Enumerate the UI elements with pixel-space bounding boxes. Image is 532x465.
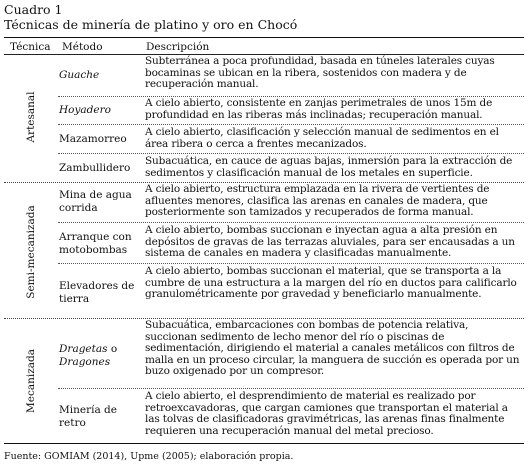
method-mazamorreo: Mazamorreo <box>59 133 127 145</box>
method-connector: o <box>107 343 118 355</box>
description-hoyadero: A cielo abierto, consistente en zanjas perimetrales de unos 15m de profundidad en las riberas más inclinadas; recuperación manual. <box>145 97 493 121</box>
method-dragetas: Dragetas <box>59 343 108 355</box>
group-label-mecanizada: Mecanizada <box>25 349 37 413</box>
method-guache: Guache <box>59 69 100 81</box>
method-dragetas-o-dragones <box>59 343 139 368</box>
row-divider <box>58 263 524 264</box>
description-mineria-de-retro: A cielo abierto, el desprendimiento de material es realizado por retroexcavadoras, que cargan camiones que transportan el material a las tolvas de clasificadoras gravimétricas, las arenas finas finalmente requieren una recuperación manual del metal precioso. <box>145 390 508 437</box>
method-dragones: Dragones <box>59 355 111 368</box>
table-subtitle: Técnicas de minería de platino y oro en Chocó <box>4 17 298 32</box>
group-label-artesanal: Artesanal <box>25 91 37 143</box>
description-dragetas-o-dragones: Subacuática, embarcaciones con bombas de potencia relativa, succionan sedimento de lecho menor del río o piscinas de sedimentación, dirigiendo el material a canales metálicos con filtros de malla en un proceso circular, la manguera de succión es operada por un buzo oxigenado por un compresor. <box>145 319 520 378</box>
method-zambullidero: Zambullidero <box>59 162 131 174</box>
table-source: Fuente: GOMIAM (2014), Upme (2005); elaboración propia. <box>4 451 294 462</box>
description-elevadores-de-tierra: A cielo abierto, bombas succionan el material, que se transporta a la cumbre de una estructura a la margen del río en ductos para calificarlo granulométricamente por gravedad y beneficiarlo manualmente. <box>145 265 517 301</box>
description-guache: Subterránea a poca profundidad, basada en túneles laterales cuyas bocaminas se ubican en la ribera, sostenidos con madera y de recuperación manual. <box>145 55 495 91</box>
description-arranque-con-motobombas: A cielo abierto, bombas succionan e inyectan agua a alta presión en depósitos de gravas de las terrazas aluviales, para ser encausadas a un sistema de canales en madera y clasificadas manualmente. <box>145 224 515 260</box>
description-mina-de-agua-corrida: A cielo abierto, estructura emplazada en la rivera de vertientes de afluentes menores, clasifica las arenas en canales de madera, que posteriormente son tamizados y recuperados de forma manual. <box>145 183 490 219</box>
top-rule <box>4 37 524 38</box>
group-label-semi-mecanizada: Semi-mecanizada <box>25 205 37 299</box>
description-zambullidero: Subacuática, en cauce de aguas bajas, inmersión para la extracción de sedimentos y clasificación manual de los metales en superficie. <box>145 155 513 179</box>
header-technique: Técnica <box>10 41 51 53</box>
method-arranque-con-motobombas: Arranque con motobombas <box>59 231 132 256</box>
row-divider <box>58 388 524 389</box>
method-hoyadero: Hoyadero <box>59 104 111 116</box>
method-mineria-de-retro: Minería de retro <box>59 404 117 429</box>
method-mina-de-agua-corrida: Mina de agua corrida <box>59 189 132 214</box>
description-mazamorreo: A cielo abierto, clasificación y selección manual de sedimentos en el área ribera o cerca a frentes mecanizados. <box>145 126 499 150</box>
method-elevadores-de-tierra: Elevadores de tierra <box>59 280 135 305</box>
header-description: Descripción <box>146 41 210 53</box>
row-divider <box>58 153 524 154</box>
row-divider <box>58 222 524 223</box>
row-divider <box>58 124 524 125</box>
table-title: Cuadro 1 <box>4 2 63 17</box>
header-method: Método <box>62 41 103 53</box>
bottom-rule <box>4 443 524 444</box>
